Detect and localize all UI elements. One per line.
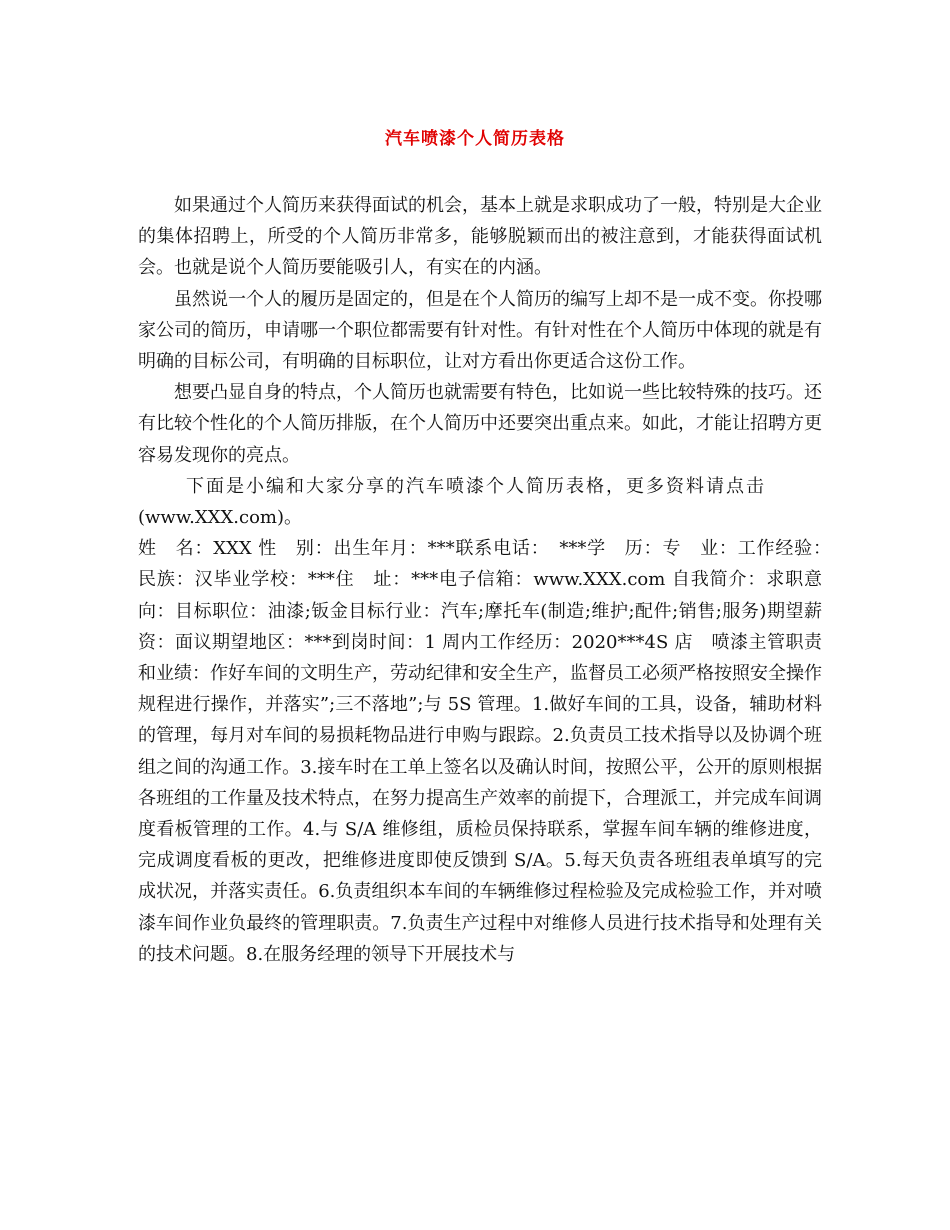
document-title: 汽车喷漆个人简历表格 <box>385 129 565 149</box>
resume-details: 姓 名：XXX 性 别：出生年月：***联系电话： ***学 历：专 业：工作经验： 民族：汉毕业学校：***住 址：***电子信箱：www.XXX.com 自我简介：求职意向：目标职位：油漆;钣金目标行业：汽车;摩托车(制造;维护;配件;销售;服务)期望薪资：面议期望地区：***到岗时间：1 周内工作经历：2020***4S 店 喷漆主管职责和业绩：作好车间的文明生产，劳动纪律和安全生产，监督员工必须严格按照安全操作规程进行操作，并落实”;三不落地”;与 5S 管理。1.做好车间的工具，设备，辅助材料的管理，每月对车间的易损耗物品进行申购与跟踪。2.负责员工技术指导以及协调个班组之间的沟通工作。3.接车时在工单上签名以及确认时间，按照公平，公开的原则根据各班组的工作量及技术特点，在努力提高生产效率的前提下，合理派工，并完成车间调度看板管理的工作。4.与 S/A 维修组，质检员保持联系，掌握车间车辆的维修进度，完成调度看板的更改，把维修进度即使反馈到 S/A。5.每天负责各班组表单填写的完成状况，并落实责任。6.负责组织本车间的车辆维修过程检验及完成检验工作，并对喷漆车间作业负最终的管理职责。7.负责生产过程中对维修人员进行技术指导和处理有关的技术问题。8.在服务经理的领导下开展技术与 <box>138 538 840 965</box>
document-body <box>138 190 840 970</box>
paragraph-targeting: 虽然说一个人的履历是固定的，但是在个人简历的编写上却不是一成不变。你投哪家公司的简历，申请哪一个职位都需要有针对性。有针对性在个人简历中体现的就是有明确的目标公司，有明确的目标职位，让对方看出你更适合这份工作。 <box>138 288 822 373</box>
share-text: 下面是小编和大家分享的汽车喷漆个人简历表格，更多资料请点击 <box>186 475 766 497</box>
share-link[interactable]: (www.XXX.com)。 <box>138 507 303 529</box>
paragraph-features: 想要凸显自身的特点，个人简历也就需要有特色，比如说一些比较特殊的技巧。还有比较个性化的个人简历排版，在个人简历中还要突出重点来。如此，才能让招聘方更容易发现你的亮点。 <box>138 382 822 466</box>
paragraph-share <box>138 471 822 533</box>
paragraph-intro: 如果通过个人简历来获得面试的机会，基本上就是求职成功了一般，特别是大企业的集体招聘上，所受的个人简历非常多，能够脱颖而出的被注意到，才能获得面试机会。也就是说个人简历要能吸引人，有实在的内涵。 <box>138 195 822 279</box>
